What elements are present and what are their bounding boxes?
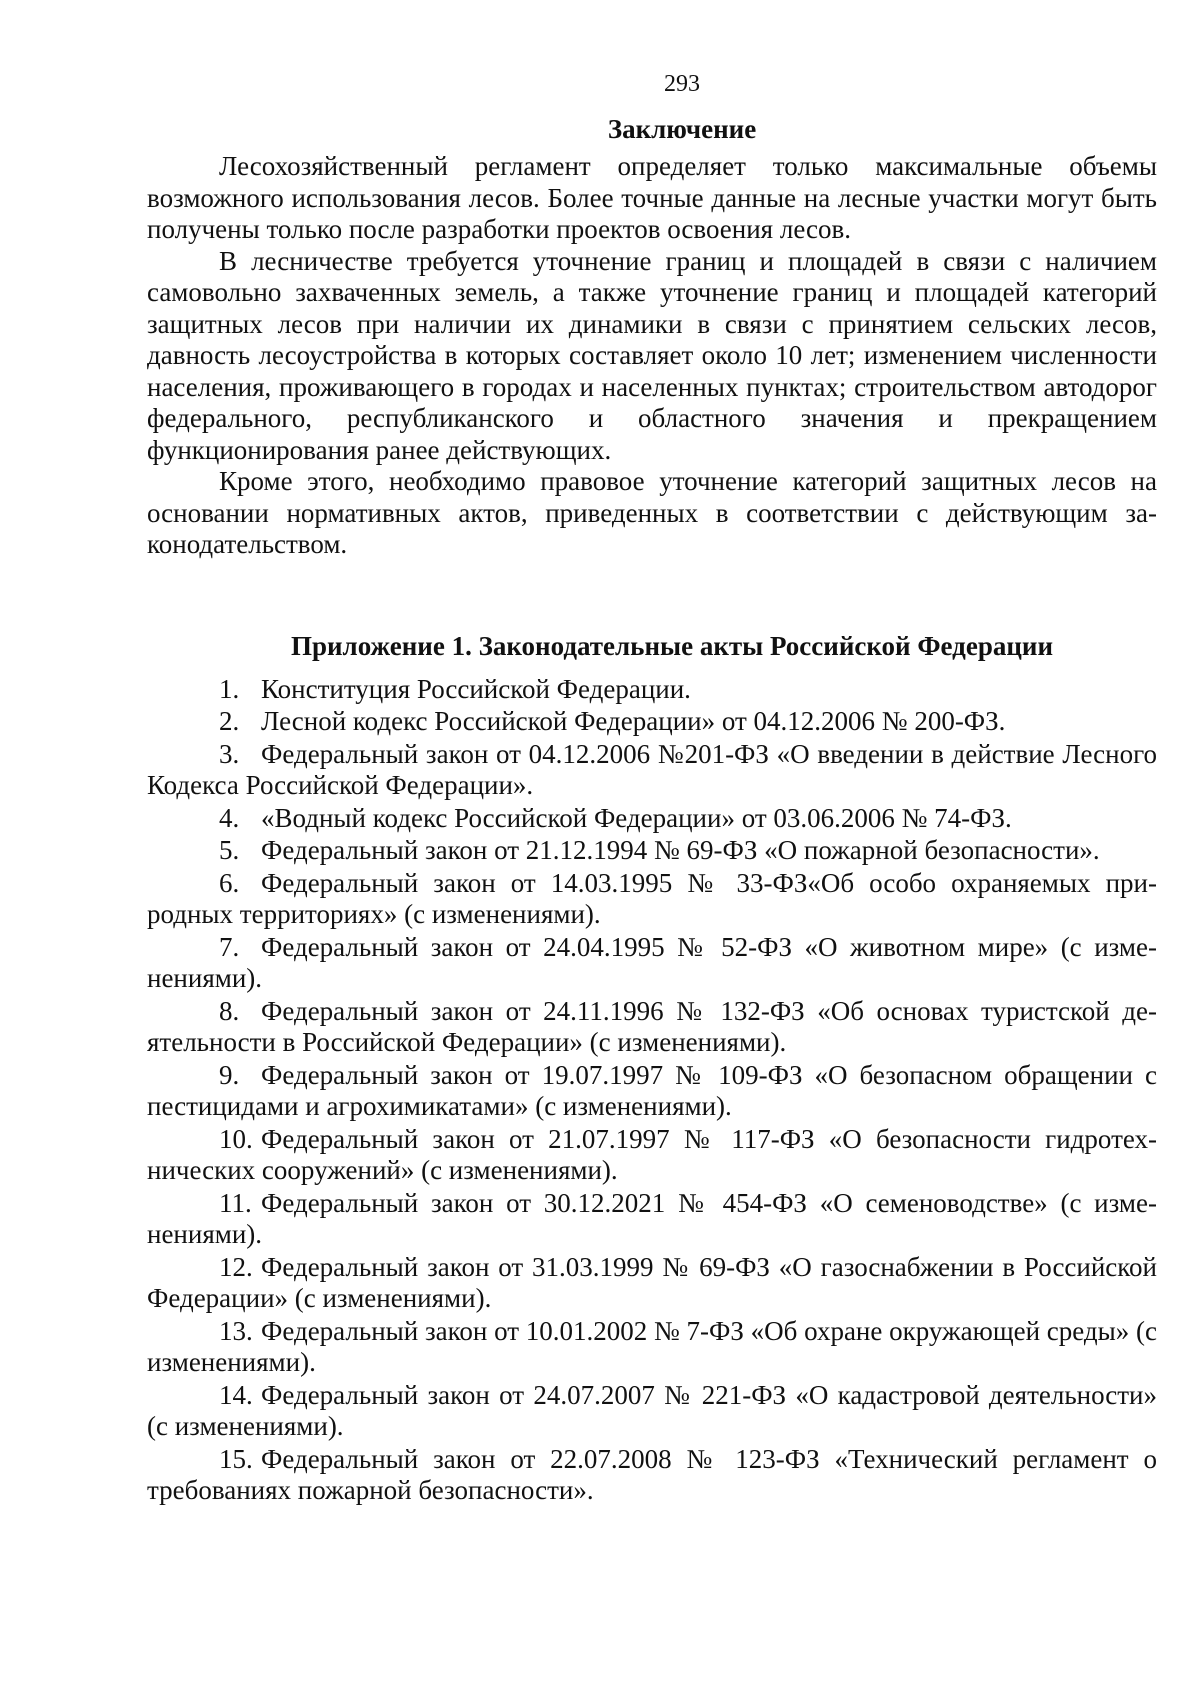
list-item	[147, 1316, 1157, 1379]
list-item-text: Федеральный закон от 21.12.1994 № 69-ФЗ «О пожарной безопасности».	[261, 835, 1100, 865]
list-item	[147, 803, 1157, 835]
list-item	[147, 1124, 1157, 1187]
page-number: 293	[664, 71, 700, 97]
list-item-text: Федеральный закон от 04.12.2006 №201-ФЗ «О введении в действие Лесного Кодекса Российской Федерации».	[147, 738, 1157, 800]
list-item-text: Федеральный закон от 30.12.2021 № 454-ФЗ «О семеноводстве» (с изменениями).	[147, 1187, 1157, 1249]
list-item-number: 4.	[219, 802, 240, 833]
list-item-text: Федеральный закон от 31.03.1999 № 69-ФЗ «О газоснабжении в Российской Федерации» (с изменениями).	[147, 1251, 1157, 1313]
list-item	[147, 739, 1157, 802]
list-item-text: Конституция Российской Федерации.	[261, 673, 691, 704]
list-item-text: Федеральный закон от 24.04.1995 № 52-ФЗ «О животном мире» (с изменениями).	[147, 931, 1157, 993]
list-item	[147, 996, 1157, 1059]
appendix-title: Приложение 1. Законодательные акты Российской Федерации	[290, 630, 1054, 661]
list-item-text: Федеральный закон от 10.01.2002 № 7-ФЗ «Об охране окружающей среды» (с изменениями).	[147, 1315, 1158, 1377]
conclusion-paragraph-3: Кроме этого, необходимо правовое уточнение категорий защитных лесов на основании нормативных актов, приведенных в соответствии с действующим законодательством.	[147, 466, 1157, 559]
list-item	[147, 706, 1157, 738]
list-item-number: 7.	[219, 931, 240, 962]
list-item	[147, 1060, 1157, 1123]
list-item-number: 11.	[219, 1187, 252, 1218]
list-item	[147, 674, 1157, 706]
list-item-text: Федеральный закон от 22.07.2008 № 123-ФЗ «Технический регламент о требованиях пожарной безопасности».	[147, 1443, 1157, 1505]
list-item-number: 9.	[219, 1059, 240, 1090]
list-item	[147, 932, 1157, 995]
list-item	[147, 1380, 1157, 1443]
list-item-number: 10.	[219, 1123, 253, 1154]
list-item-text: Лесной кодекс Российской Федерации» от 04.12.2006 № 200-ФЗ.	[261, 706, 1006, 736]
list-item-text: «Водный кодекс Российской Федерации» от 03.06.2006 № 74-ФЗ.	[261, 802, 1012, 833]
list-item	[147, 1444, 1157, 1507]
list-item-text: Федеральный закон от 24.11.1996 № 132-ФЗ «Об основах туристской деятельности в Российской Федерации» (с изменениями).	[147, 995, 1157, 1057]
list-item-number: 12.	[219, 1251, 253, 1282]
list-item-number: 15.	[219, 1443, 253, 1474]
list-item-number: 2.	[219, 706, 240, 736]
law-list	[147, 674, 1157, 1507]
list-item-number: 5.	[219, 835, 240, 865]
list-item-text: Федеральный закон от 19.07.1997 № 109-ФЗ «О безопасном обращении с пестицидами и агрохимикатами» (с изменениями).	[147, 1059, 1157, 1121]
conclusion-paragraph-1: Лесохозяйственный регламент определяет только максимальные объемы возможного использования лесов. Более точные данные на лесные участки могут быть получены только после разработки проектов освоения лесов.	[147, 151, 1157, 244]
document-page	[147, 70, 1157, 1508]
list-item	[147, 868, 1157, 931]
list-item-text: Федеральный закон от 14.03.1995 № 33-ФЗ«Об особо охраняемых природных территориях» (с изменениями).	[147, 867, 1157, 929]
list-item-text: Федеральный закон от 21.07.1997 № 117-ФЗ «О безопасности гидротехнических сооружений» (с изменениями).	[147, 1123, 1157, 1185]
conclusion-title: Заключение	[607, 114, 757, 144]
list-item	[147, 1188, 1157, 1251]
conclusion-paragraph-2: В лесничестве требуется уточнение границ и площадей в связи с наличием самовольно захваченных земель, а также уточнение границ и площадей категорий защитных лесов при наличии их динамики в связи с принятием сельских лесов, давность лесоустройства в которых составляет около 10 лет; изменением численности населения, проживающего в городах и населенных пунктах; строительством автодорог федерального, республиканского и областного значения и прекращением функционирования ранее действующих.	[147, 245, 1157, 465]
list-item-number: 6.	[219, 867, 240, 898]
list-item-text: Федеральный закон от 24.07.2007 № 221-ФЗ «О кадастровой деятельности» (с изменениями).	[147, 1379, 1157, 1441]
list-item-number: 13.	[219, 1315, 253, 1346]
list-item-number: 1.	[219, 673, 240, 704]
list-item	[147, 835, 1157, 867]
list-item	[147, 1252, 1157, 1315]
list-item-number: 14.	[219, 1379, 253, 1410]
list-item-number: 8.	[219, 995, 240, 1026]
list-item-number: 3.	[219, 738, 240, 769]
